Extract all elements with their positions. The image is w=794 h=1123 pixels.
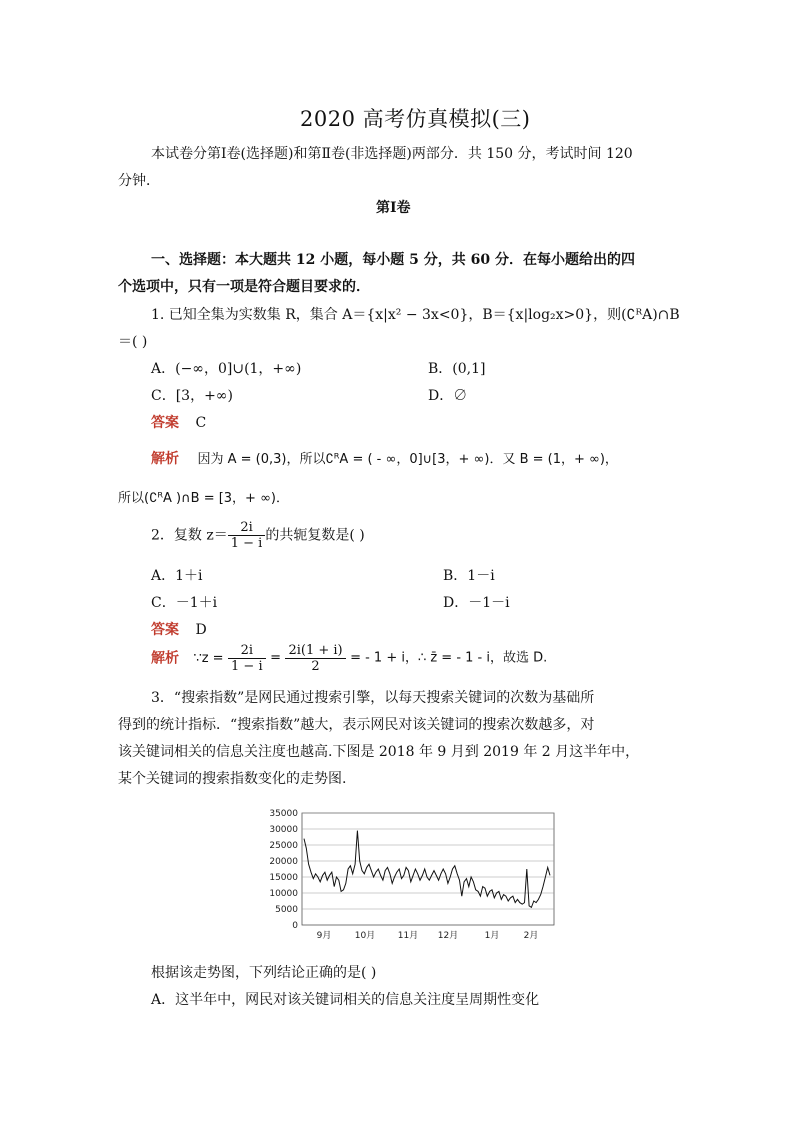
y-tick-label: 20000	[269, 857, 298, 867]
analysis-label: 解析	[151, 451, 179, 467]
fraction-numerator: 2i(1 + i)	[285, 643, 345, 659]
answer-label: 答案	[151, 415, 179, 431]
fraction-denominator: 1 − i	[231, 659, 263, 674]
section-header-line-2: 个选项中，只有一项是符合题目要求的．	[118, 279, 370, 295]
q2-option-c: C．－1＋i	[151, 595, 218, 611]
q2-stem	[151, 520, 365, 551]
intro-line-1: 本试卷分第Ⅰ卷(选择题)和第Ⅱ卷(非选择题)两部分．共 150 分，考试时间 120	[151, 146, 633, 162]
q2-option-b: B．1－i	[443, 568, 495, 584]
intro-line-2: 分钟．	[118, 173, 160, 189]
analysis-fraction-1	[228, 643, 266, 674]
q1-stem-cont: ＝( )	[118, 334, 148, 350]
analysis-fraction-2	[285, 643, 345, 674]
x-tick-label: 2月	[523, 931, 539, 941]
q1-option-b: B．(0,1]	[428, 361, 486, 377]
x-tick-label: 10月	[354, 931, 376, 941]
q1-answer	[151, 414, 206, 432]
section-header-line-1: 一、选择题：本大题共 12 小题，每小题 5 分，共 60 分．在每小题给出的四	[151, 252, 635, 268]
y-tick-label: 30000	[269, 825, 298, 835]
y-tick-label: 10000	[269, 889, 298, 899]
line-chart-svg	[262, 801, 562, 947]
q1-option-c: C．[3，+∞)	[151, 388, 233, 404]
q1-analysis-cont: 所以(∁ᴿA )∩B = [3，+ ∞)．	[118, 491, 289, 506]
fraction-numerator: 2i	[228, 520, 266, 536]
q1-option-a: A．(−∞，0]∪(1，+∞)	[151, 361, 302, 377]
x-tick-label: 12月	[437, 931, 459, 941]
y-tick-label: 0	[292, 921, 298, 931]
q1-option-d: D．∅	[428, 388, 468, 404]
plot-frame	[302, 813, 554, 925]
answer-value: D	[195, 622, 207, 638]
analysis-text: 因为 A = (0,3)，所以∁ᴿA = ( - ∞，0]∪[3，+ ∞)．又 B = (1，+ ∞)，	[197, 452, 618, 467]
volume-heading: 第Ⅰ卷	[376, 200, 411, 216]
analysis-label: 解析	[151, 650, 179, 667]
y-tick-label: 15000	[269, 873, 298, 883]
fraction-numerator: 2i	[228, 643, 266, 659]
q1-stem: 1. 已知全集为实数集 R，集合 A＝{x|x² − 3x<0}，B＝{x|log₂x>0}，则(∁ᴿA)∩B	[151, 307, 680, 323]
q3-line-3: 该关键词相关的信息关注度也越高.下图是 2018 年 9 月到 2019 年 2 月这半年中，	[118, 744, 640, 760]
q3-line-1: 3．“搜索指数”是网民通过搜索引擎，以每天搜索关键词的次数为基础所	[151, 690, 595, 706]
q2-analysis	[151, 643, 547, 674]
q3-question: 根据该走势图，下列结论正确的是( )	[151, 965, 377, 981]
y-tick-label: 25000	[269, 841, 298, 851]
y-tick-label: 35000	[269, 809, 298, 819]
search-index-chart	[262, 801, 562, 947]
q2-answer	[151, 621, 207, 639]
q2-stem-pre: 2．复数 z＝	[151, 527, 228, 544]
x-tick-label: 1月	[484, 931, 500, 941]
analysis-post: = - 1 + i，∴ z̄ = - 1 - i，故选 D.	[350, 650, 548, 666]
q3-line-4: 某个关键词的搜索指数变化的走势图.	[118, 771, 347, 787]
x-tick-label: 9月	[316, 931, 332, 941]
q2-option-a: A．1＋i	[151, 568, 203, 584]
fraction-denominator: 2	[311, 659, 320, 674]
q2-option-d: D．－1－i	[443, 595, 510, 611]
fraction-denominator: 1 − i	[230, 536, 263, 551]
answer-label: 答案	[151, 622, 179, 638]
answer-value: C	[195, 415, 207, 431]
x-tick-label: 11月	[397, 931, 419, 941]
analysis-pre: ∵z =	[193, 650, 224, 666]
q1-analysis	[151, 450, 618, 469]
q3-option-a: A．这半年中，网民对该关键词相关的信息关注度呈周期性变化	[151, 992, 540, 1008]
q3-line-2: 得到的统计指标．“搜索指数”越大，表示网民对该关键词的搜索次数越多，对	[118, 717, 595, 733]
y-tick-label: 5000	[275, 905, 298, 915]
page-title: 2020 高考仿真模拟(三)	[300, 107, 531, 131]
equals-sign: =	[270, 650, 281, 666]
q2-fraction	[228, 520, 266, 551]
q2-stem-post: 的共轭复数是( )	[265, 527, 365, 544]
